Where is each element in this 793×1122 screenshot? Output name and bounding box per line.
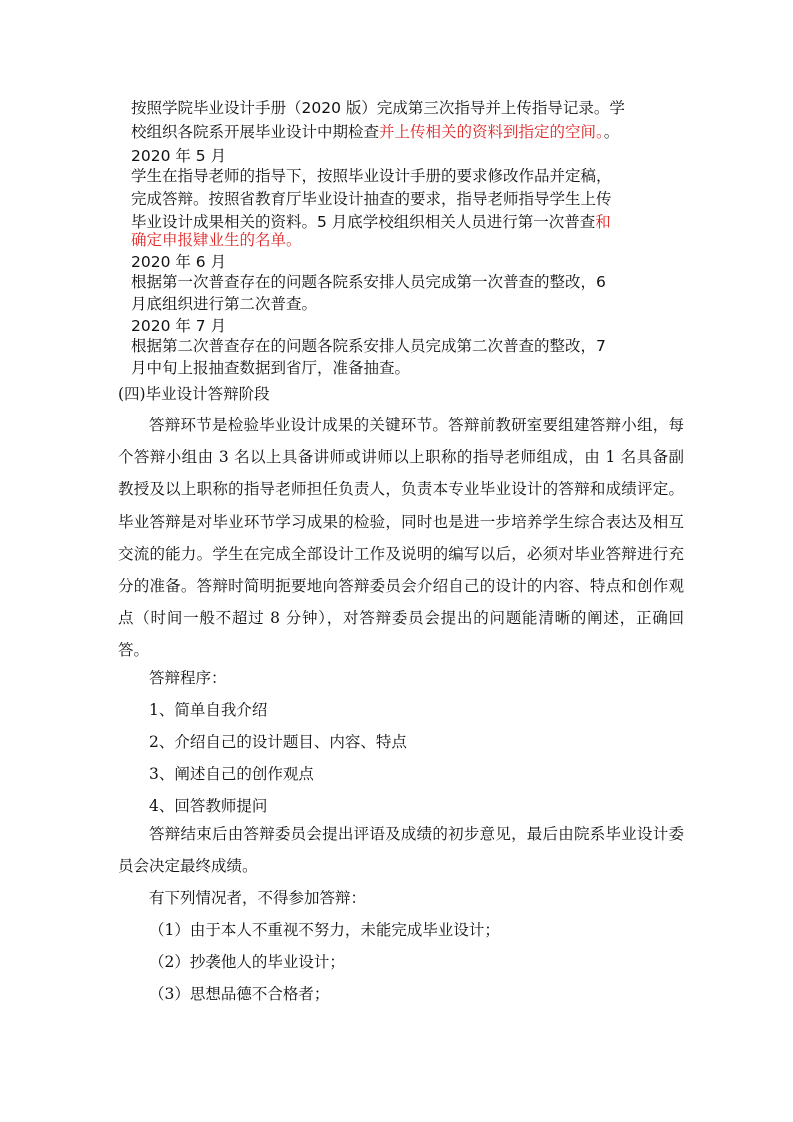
procedure-step: 4、回答教师提问 [149, 797, 268, 815]
may-line-1: 学生在指导老师的指导下，按照毕业设计手册的要求修改作品并定稿， [131, 167, 612, 185]
procedure-step: 3、阐述自己的创作观点 [149, 765, 314, 783]
section-heading: (四)毕业设计答辩阶段 [118, 385, 270, 403]
exclusion-item: （1）由于本人不重视不努力，未能完成毕业设计； [149, 921, 500, 939]
may-line-3: 毕业设计成果相关的资料。5 月底学校组织相关人员进行第一次普查和 [131, 213, 611, 231]
intro-line-1: 按照学院毕业设计手册（2020 版）完成第三次指导并上传指导记录。学 [131, 99, 625, 117]
section-body: 答辩环节是检验毕业设计成果的关键环节。答辩前教研室要组建答辩小组，每个答辩小组由 3 名以上具备讲师或讲师以上职称的指导老师组成，由 1 名具备副教授及以上职称的指导老师担任负责人，负责本专业毕业设计的答辩和成绩评定。毕业答辩是对毕业环节学习成果的检验，同时也是进一步培养学生综合表达及相互交流的能力。学生在完成全部设计工作及说明的编写以后，必须对毕业答辩进行充分的准备。答辩时简明扼要地向答辩委员会介绍自己的设计的内容、特点和创作观点（时间一般不超过 8 分钟），对答辩委员会提出的问题能清晰的阐述，正确回答。 [118, 416, 684, 660]
june-line-1: 根据第一次普查存在的问题各院系安排人员完成第一次普查的整改，6 [131, 273, 606, 291]
exclusion-item: （2）抄袭他人的毕业设计； [149, 953, 345, 971]
july-line-2: 月中旬上报抽查数据到省厅，准备抽查。 [131, 359, 411, 377]
exclusion-item: （3）思想品德不合格者； [149, 985, 330, 1003]
intro-text: 校组织各院系开展毕业设计中期检查 [131, 123, 380, 141]
intro-red-text: 并上传相关的资料到指定的空间。 [379, 123, 604, 141]
date-may: 2020 年 5 月 [131, 147, 227, 165]
june-line-2: 月底组织进行第二次普查。 [131, 295, 318, 313]
intro-line-2: 校组织各院系开展毕业设计中期检查并上传相关的资料到指定的空间。。 [131, 123, 620, 141]
procedure-label: 答辩程序： [149, 669, 227, 687]
procedure-step: 1、简单自我介绍 [149, 701, 268, 719]
may-line-4: 确定申报肄业生的名单。 [131, 231, 302, 249]
date-july: 2020 年 7 月 [131, 317, 227, 335]
procedure-step: 2、介绍自己的设计题目、内容、特点 [149, 733, 407, 751]
closing-paragraph: 答辩结束后由答辩委员会提出评语及成绩的初步意见，最后由院系毕业设计委员会决定最终成绩。 [118, 825, 684, 876]
may-red-text: 和 [595, 213, 611, 231]
date-june: 2020 年 6 月 [131, 253, 227, 271]
july-line-1: 根据第二次普查存在的问题各院系安排人员完成第二次普查的整改，7 [131, 337, 606, 355]
may-line-2: 完成答辩。按照省教育厅毕业设计抽查的要求，指导老师指导学生上传 [131, 190, 612, 208]
exclusion-label: 有下列情况者，不得参加答辩： [149, 889, 367, 907]
